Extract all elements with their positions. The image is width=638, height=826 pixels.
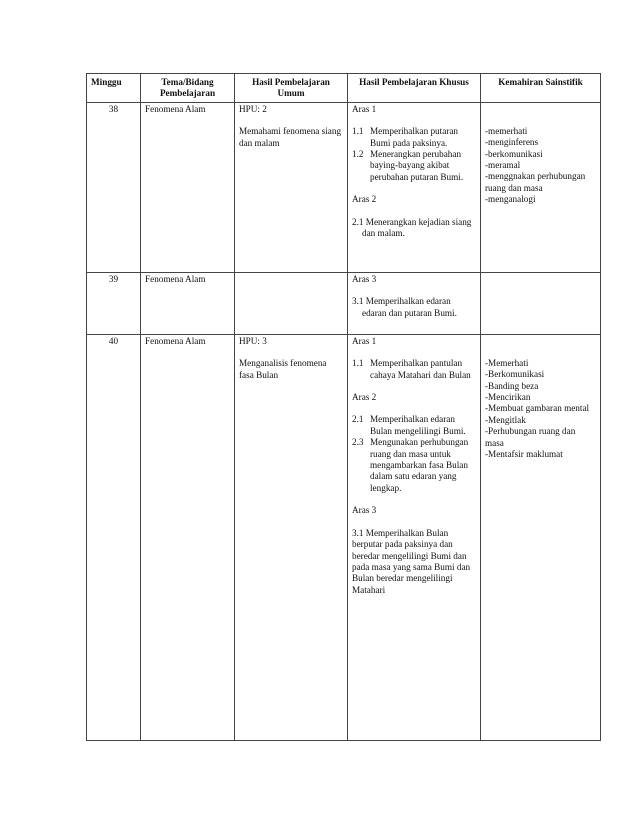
objective-item — [352, 414, 476, 437]
objective-text: Menerangkan perubahan baying-bayang akibat perubahan putaran Bumi. — [370, 149, 464, 182]
skill-item: -Berkomunikasi — [485, 369, 545, 380]
skill-list — [485, 126, 596, 206]
hpk-cell — [348, 334, 481, 740]
skills-cell — [481, 334, 601, 740]
theme-cell: Fenomena Alam — [141, 272, 235, 334]
level-label: Aras 3 — [352, 505, 377, 516]
skill-item: -menganalogi — [485, 194, 536, 205]
header-row — [87, 74, 601, 103]
skill-list — [485, 358, 596, 461]
objective-text: 3.1 Memperihalkan edaran edaran dan putaran Bumi. — [352, 296, 457, 318]
hpu-cell — [235, 272, 348, 334]
skill-item: -Mengitlak — [485, 414, 526, 425]
skill-item: -Memerhati — [485, 357, 529, 368]
objective-text: Memperihalkan pantulan cahaya Matahari dan Bulan — [370, 358, 471, 380]
skill-item: -menginferens — [485, 137, 539, 148]
skill-item: -Mencirikan — [485, 392, 531, 403]
week-number: 39 — [87, 272, 141, 334]
skill-item: -meramal — [485, 160, 521, 171]
header-hpk: Hasil Pembelajaran Khusus — [348, 74, 481, 103]
objective-item — [352, 437, 476, 494]
header-hpu: Hasil Pembelajaran Umum — [235, 74, 348, 103]
skill-item: -Banding beza — [485, 380, 539, 391]
skill-item: -Perhubungan ruang dan masa — [485, 426, 576, 448]
level-label: Aras 2 — [352, 392, 377, 403]
skill-item: -Membuat gambaran mental — [485, 403, 590, 414]
hpu-text: Memahami fenomena siang dan malam — [239, 126, 342, 148]
skill-item: -Mentafsir maklumat — [485, 449, 563, 460]
hpu-cell — [235, 102, 348, 272]
objective-item — [352, 126, 476, 149]
objective-number: 1.1 — [352, 126, 364, 137]
week-number: 40 — [87, 334, 141, 740]
objective-text: 2.1 Menerangkan kejadian siang dan malam. — [352, 216, 472, 239]
skill-item: -menggnakan perhubungan ruang dan masa — [485, 171, 586, 193]
hpu-code: HPU: 3 — [239, 335, 267, 346]
objective-item — [352, 149, 476, 183]
objective-text: Mengunakan perhubungan ruang dan masa untuk mengambarkan fasa Bulan dalam satu edaran yang lengkap. — [370, 437, 469, 493]
objective-number: 2.3 — [352, 437, 364, 448]
hpu-cell — [235, 334, 348, 740]
hpk-cell — [348, 102, 481, 272]
level-label: Aras 2 — [352, 194, 377, 205]
objective-item — [352, 358, 476, 381]
objective-text: Memperihalkan putaran Bumi pada paksinya. — [370, 126, 459, 148]
table-row — [87, 334, 601, 740]
objective-number: 2.1 — [352, 414, 364, 425]
level-label: Aras 3 — [352, 273, 377, 284]
table-row — [87, 102, 601, 272]
header-tema: Tema/Bidang Pembelajaran — [141, 74, 235, 103]
hpu-code: HPU: 2 — [239, 103, 267, 114]
level-label: Aras 1 — [352, 335, 377, 346]
theme-cell: Fenomena Alam — [141, 102, 235, 272]
objective-text: Memperihalkan edaran Bulan mengelilingi Bumi. — [370, 414, 466, 436]
lesson-plan-table — [86, 73, 601, 741]
header-kemahiran: Kemahiran Sainstifik — [481, 74, 601, 103]
objective-number: 1.2 — [352, 149, 364, 160]
header-minggu: Minggu — [87, 74, 141, 103]
skill-item: -berkomunikasi — [485, 148, 543, 159]
objective-text: 3.1 Memperihalkan Bulan berputar pada paksinya dan beredar mengelilingi Bumi dan pada masa yang sama Bumi dan Bulan beredar mengelilingi Matahari — [352, 527, 471, 595]
hpk-cell — [348, 272, 481, 334]
skill-item: -memerhati — [485, 125, 528, 136]
skills-cell — [481, 102, 601, 272]
skills-cell — [481, 272, 601, 334]
level-label: Aras 1 — [352, 103, 377, 114]
table-row — [87, 272, 601, 334]
week-number: 38 — [87, 102, 141, 272]
objective-number: 1.1 — [352, 358, 364, 369]
theme-cell: Fenomena Alam — [141, 334, 235, 740]
hpu-text: Menganalisis fenomena fasa Bulan — [239, 358, 327, 380]
